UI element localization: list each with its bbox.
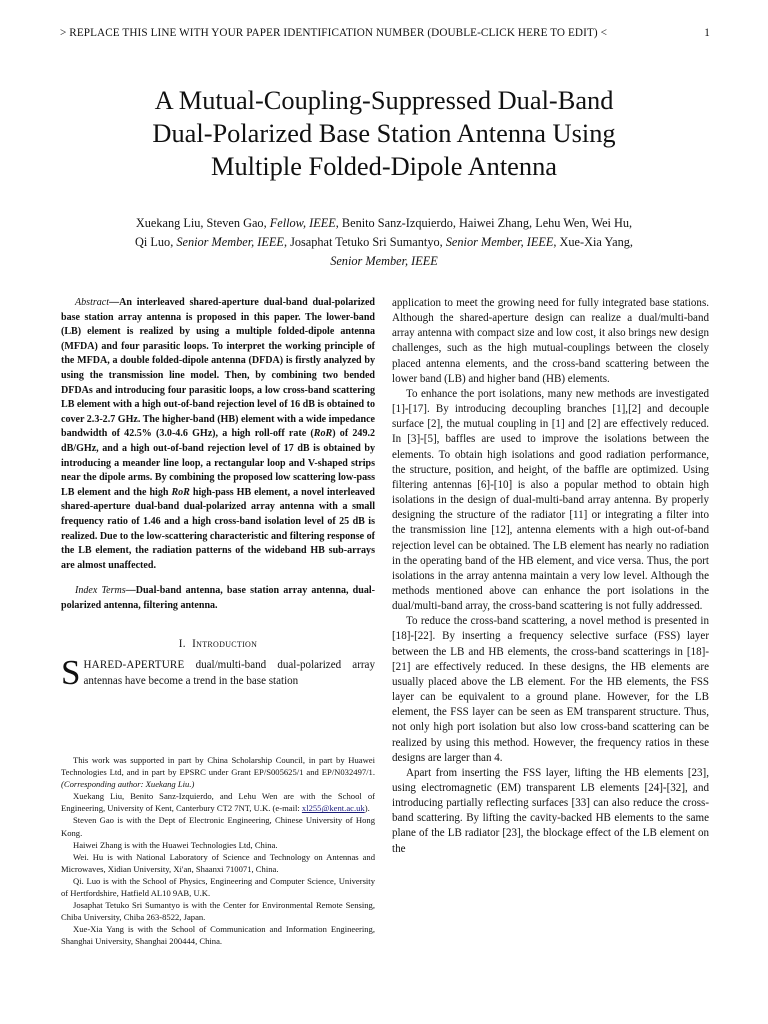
footnote-affiliation-kent: Xuekang Liu, Benito Sanz-Izquierdo, and Lehu Wen are with the School of Engineering, University of Kent, Canterbury CT2 7NT, U.K. (e-mail: xl255@kent.ac.uk). <box>61 791 375 814</box>
running-header <box>60 27 710 39</box>
introduction-paragraph: SHARED-APERTURE dual/multi-band dual-polarized array antennas have become a trend in the base station <box>61 653 375 693</box>
abstract-label: Abstract <box>75 297 110 308</box>
index-terms-label: Index Terms <box>75 585 126 597</box>
author-line-2: Qi Luo, Senior Member, IEEE, Josaphat Tetuko Sri Sumantyo, Senior Member, IEEE, Xue-Xia Yang, <box>135 235 633 249</box>
abstract: Abstract—An interleaved shared-aperture dual-band dual-polarized base station array antenna is proposed in this paper. The lower-band (LB) element is realized by using a multiple folded-dipole antenna (MFDA) and four parasitic loops. To interpret the working principle of the MFDA, a double folded-dipole antenna (DFDA) is firstly analyzed by using the transmission line model. Then, by combining two bended DFDAs and introducing four parasitic loops, a low cross-band scattering LB element with a high out-of-band rejection level of 16 dB is obtained to cover 2.3-2.7 GHz. The higher-band (HB) element with a wide impedance bandwidth of 42.5% (3.0-4.6 GHz), a high roll-off rate (RoR) of 249.2 dB/GHz, and a high out-of-band rejection level of 17 dB is obtained by introducing a meander line loop, a rectangular loop and V-shaped strips near the dipole arms. By combining the proposed low scattering low-pass LB element and the high RoR high-pass HB element, a novel interleaved shared-aperture dual-band dual-polarized array antenna with a small frequency ratio of 1.46 and a high cross-band isolation level of 25 dB is realized. Due to the low-scattering characteristic and filtering response of the LB element, the radiation patterns of the wideband HB sub-arrays are almost unaffected. <box>61 297 376 571</box>
footnote-affiliation-herts: Qi. Luo is with the School of Physics, Engineering and Computer Science, University of Hertfordshire, Hatfield AL10 9AB, U.K. <box>61 875 375 899</box>
footnote-affiliation-shanghai: Xue-Xia Yang is with the School of Communication and Information Engineering, Shanghai University, Shanghai 200444, China. <box>61 924 375 947</box>
body-paragraph-4: Apart from inserting the FSS layer, lifting the HB elements [23], using electromagnetic (EM) transparent LB elements [24]-[32], and introducing partially reflecting surfaces [33] can also reduce the cross-band scattering. By lifting the cavity-backed HB elements to the same plane of the LB radiator [23], the blockage effect of the LB element on the <box>392 766 709 855</box>
footnote-affiliation-cuhk: Steven Gao is with the Dept of Electronic Engineering, Chinese University of Hong Kong. <box>61 815 375 838</box>
footnote-funding: This work was supported in part by China Scholarship Council, in part by Huawei Technologies Ltd, and in part by EPSRC under Grant EP/S005625/1 and EP/N032497/1. (Corresponding author: Xuekang Liu.) <box>61 755 375 790</box>
author-line-3: Senior Member, IEEE <box>330 254 438 268</box>
body-paragraph-3: To reduce the cross-band scattering, a novel method is presented in [18]-[22]. By inserting a frequency selective surface (FSS) layer between the LB and HB elements, the cross-band scatterings in [18]-[21] are effectively reduced. In these designs, the HB elements are usually placed above the LB element. For the HB elements, the FSS layer can be equivalent to a ground plane. However, for the LB element, the FSS layer can be seen as EM transparent structure. Thus, not only high port isolation but also low cross-band scattering can be realized by using this method. However, the frequency ratios in these designs are larger than 4. <box>392 615 709 764</box>
left-column <box>61 296 376 693</box>
header-text: > REPLACE THIS LINE WITH YOUR PAPER IDENTIFICATION NUMBER (DOUBLE-CLICK HERE TO EDIT) < <box>60 27 608 39</box>
title-line-3: Multiple Folded-Dipole Antenna <box>211 151 557 181</box>
paper-title <box>60 84 708 183</box>
footnote-affiliation-chiba: Josaphat Tetuko Sri Sumantyo is with the Center for Environmental Remote Sensing, Chiba University, Chiba 263-8522, Japan. <box>61 900 375 923</box>
index-terms: Index Terms—Dual-band antenna, base station array antenna, dual-polarized antenna, filtering antenna. <box>61 585 375 611</box>
footnote <box>61 754 375 948</box>
author-line-1: Xuekang Liu, Steven Gao, Fellow, IEEE, Benito Sanz-Izquierdo, Haiwei Zhang, Lehu Wen, Wei Hu, <box>135 216 633 230</box>
section-heading-introduction: I. Introduction <box>178 638 258 651</box>
page-number: 1 <box>704 27 710 39</box>
author-list <box>60 214 708 271</box>
author-email-link[interactable]: xl255@kent.ac.uk <box>301 803 365 814</box>
drop-cap: S <box>61 653 81 693</box>
footnote-affiliation-huawei: Haiwei Zhang is with the Huawei Technologies Ltd, China. <box>73 839 278 850</box>
title-line-1: A Mutual-Coupling-Suppressed Dual-Band <box>154 85 614 115</box>
body-paragraph-2: To enhance the port isolations, many new methods are investigated [1]-[17]. By introducing decoupling branches [1],[2] and decouple surface [2], the mutual coupling in [1] and [2] are effectively reduced. In [3]-[5], baffles are used to improve the isolations between the elements. To obtain high isolations and good radiation performance, the structure, position, and height, of the baffle are optimized. Using filtering antennas [6]-[10] is also a popular method to obtain high isolations in the design of dual-multi-band array antenna. By properly designing the structure of the radiator [11] or integrating a filter into the transmission line [12], antenna elements with a high out-of-band rejection level can be obtained. The LB element has nearly no radiation in the operating band of the HB element, and vice versa. Thus, the port isolations in the array antenna maintain a very low level. Although the methods mentioned above can enhance the port isolations in the dual/multi-band array, the cross-band scattering is not fully addressed. <box>392 387 709 613</box>
footnote-affiliation-xidian: Wei. Hu is with National Laboratory of Science and Technology on Antennas and Microwaves, Xidian University, Xi'an, Shaanxi 710071, China. <box>61 851 375 874</box>
title-line-2: Dual-Polarized Base Station Antenna Using <box>152 118 616 148</box>
body-paragraph-1: application to meet the growing need for fully integrated base stations. Although the shared-aperture design can realize a dual/multi-band array antenna with compact size and low cost, it also brings new design challenges, such as the high mutual-couplings between the closely placed antenna elements, and the cross-band scattering between the lower band (LB) and higher band (HB) elements. <box>392 297 709 385</box>
right-column <box>392 296 709 857</box>
